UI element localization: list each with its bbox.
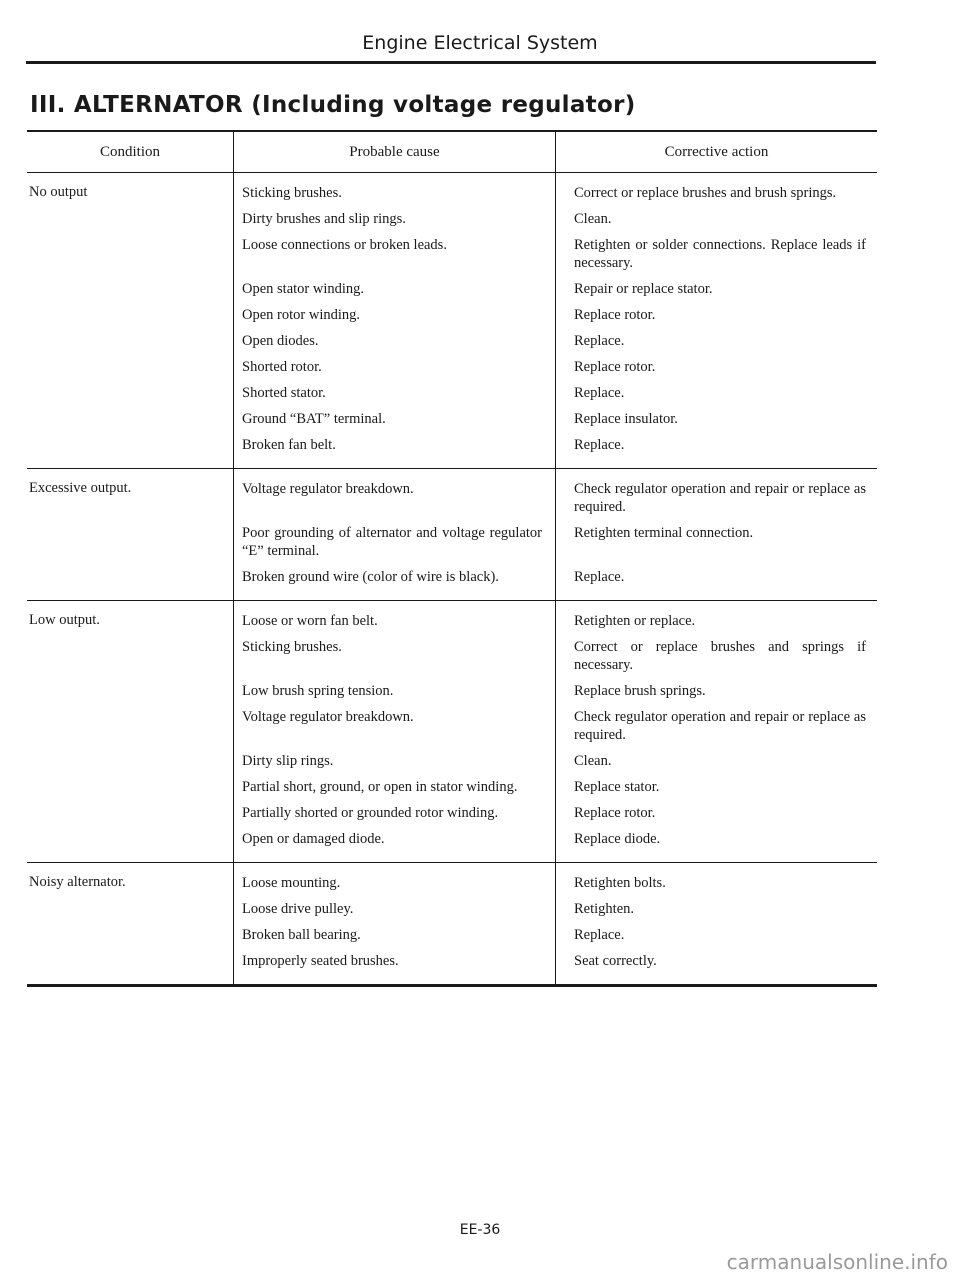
- probable-cause-item: Broken ball bearing.: [242, 927, 361, 943]
- probable-cause-item: Loose connections or broken leads.: [242, 237, 447, 253]
- condition-cell: Noisy alternator.: [29, 874, 126, 890]
- probable-cause-list: [233, 601, 555, 862]
- corrective-action-item: Clean.: [574, 753, 612, 769]
- table-header-row: [27, 132, 877, 173]
- probable-cause-item: Low brush spring tension.: [242, 683, 394, 699]
- corrective-action-item: Replace rotor.: [574, 307, 656, 323]
- probable-cause-item: Voltage regulator breakdown.: [242, 709, 414, 725]
- watermark: carmanualsonline.info: [726, 1250, 948, 1274]
- corrective-action-item: Retighten terminal connection.: [574, 525, 754, 541]
- corrective-action-item: Seat correctly.: [574, 953, 657, 969]
- probable-cause-item: Open stator winding.: [242, 281, 365, 297]
- probable-cause-item: Sticking brushes.: [242, 185, 342, 201]
- corrective-action-item: Check regulator operation and repair or replace as required.: [574, 709, 866, 743]
- corrective-action-item: Replace diode.: [574, 831, 661, 847]
- corrective-action-item: Correct or replace brushes and brush springs.: [574, 185, 837, 201]
- probable-cause-item: Open or damaged diode.: [242, 831, 385, 847]
- probable-cause-item: Poor grounding of alternator and voltage regulator “E” terminal.: [242, 525, 542, 559]
- probable-cause-item: Open rotor winding.: [242, 307, 360, 323]
- page-number: EE-36: [459, 1222, 501, 1238]
- column-header-corrective-action: Corrective action: [555, 132, 877, 172]
- probable-cause-item: Shorted stator.: [242, 385, 326, 401]
- condition-cell: Excessive output.: [29, 480, 132, 496]
- probable-cause-list: [233, 863, 555, 984]
- corrective-action-item: Replace.: [574, 333, 625, 349]
- probable-cause-item: Sticking brushes.: [242, 639, 342, 655]
- corrective-action-item: Replace.: [574, 437, 625, 453]
- column-header-probable-cause: Probable cause: [233, 132, 555, 172]
- condition-group: [27, 601, 877, 863]
- probable-cause-item: Partial short, ground, or open in stator winding.: [242, 779, 518, 795]
- corrective-action-item: Retighten.: [574, 901, 635, 917]
- probable-cause-item: Loose mounting.: [242, 875, 341, 891]
- probable-cause-list: [233, 469, 555, 600]
- table-bottom-rule: [27, 984, 877, 987]
- probable-cause-item: Open diodes.: [242, 333, 319, 349]
- troubleshooting-table: [27, 130, 877, 987]
- corrective-action-list: [555, 863, 877, 984]
- probable-cause-item: Voltage regulator breakdown.: [242, 481, 414, 497]
- corrective-action-item: Replace rotor.: [574, 359, 656, 375]
- probable-cause-item: Shorted rotor.: [242, 359, 322, 375]
- probable-cause-item: Loose or worn fan belt.: [242, 613, 378, 629]
- condition-cell: No output: [29, 184, 88, 200]
- corrective-action-list: [555, 173, 877, 468]
- corrective-action-list: [555, 601, 877, 862]
- probable-cause-item: Improperly seated brushes.: [242, 953, 399, 969]
- header-rule: [26, 61, 876, 64]
- corrective-action-item: Retighten or replace.: [574, 613, 696, 629]
- corrective-action-item: Replace.: [574, 385, 625, 401]
- probable-cause-item: Ground “BAT” terminal.: [242, 411, 386, 427]
- probable-cause-item: Dirty brushes and slip rings.: [242, 211, 406, 227]
- corrective-action-item: Replace stator.: [574, 779, 660, 795]
- page-header-title: Engine Electrical System: [362, 32, 598, 54]
- corrective-action-list: [555, 469, 877, 600]
- corrective-action-item: Replace rotor.: [574, 805, 656, 821]
- section-title: III. ALTERNATOR (Including voltage regulator): [30, 92, 636, 118]
- corrective-action-item: Retighten or solder connections. Replace leads if necessary.: [574, 237, 866, 271]
- corrective-action-item: Repair or replace stator.: [574, 281, 713, 297]
- corrective-action-item: Replace.: [574, 927, 625, 943]
- probable-cause-item: Partially shorted or grounded rotor winding.: [242, 805, 499, 821]
- condition-group: [27, 469, 877, 601]
- probable-cause-item: Loose drive pulley.: [242, 901, 354, 917]
- column-header-condition: Condition: [99, 143, 160, 160]
- corrective-action-item: Replace brush springs.: [574, 683, 706, 699]
- corrective-action-item: Replace insulator.: [574, 411, 678, 427]
- condition-group: [27, 863, 877, 984]
- probable-cause-item: Broken ground wire (color of wire is black).: [242, 569, 499, 585]
- corrective-action-item: Check regulator operation and repair or replace as required.: [574, 481, 866, 515]
- corrective-action-item: Clean.: [574, 211, 612, 227]
- probable-cause-item: Broken fan belt.: [242, 437, 336, 453]
- table-body: [27, 173, 877, 984]
- condition-cell: Low output.: [29, 612, 100, 628]
- corrective-action-item: Retighten bolts.: [574, 875, 666, 891]
- corrective-action-item: Correct or replace brushes and springs if necessary.: [574, 639, 866, 673]
- condition-group: [27, 173, 877, 469]
- probable-cause-item: Dirty slip rings.: [242, 753, 334, 769]
- corrective-action-item: Replace.: [574, 569, 625, 585]
- probable-cause-list: [233, 173, 555, 468]
